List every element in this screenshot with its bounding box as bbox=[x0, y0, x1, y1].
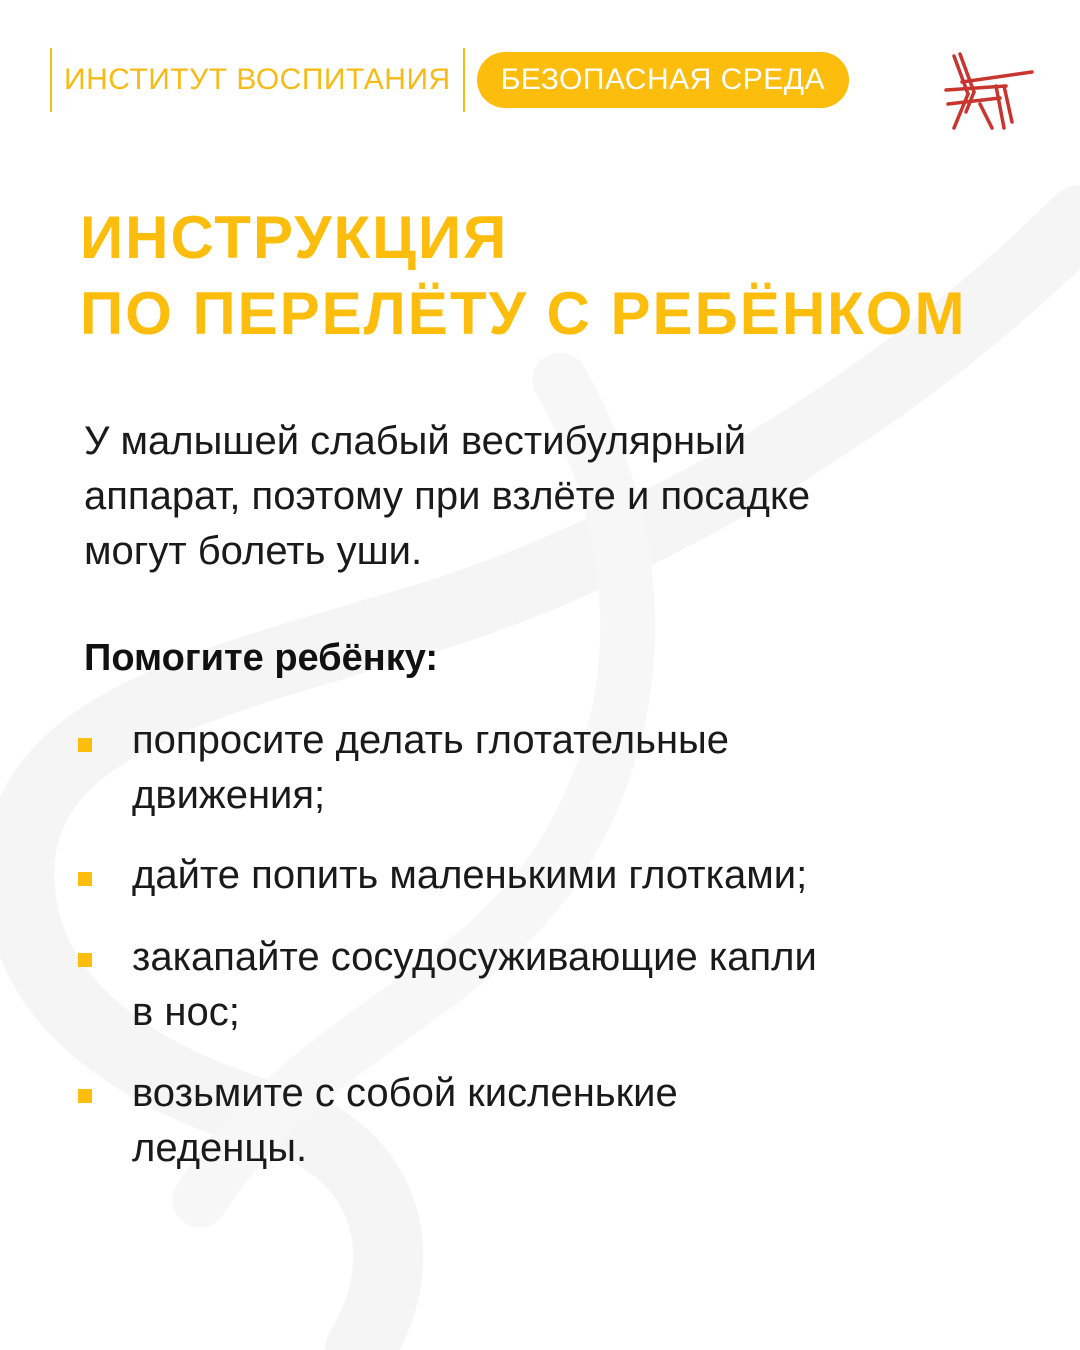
bullet-marker bbox=[78, 953, 92, 967]
list-item bbox=[132, 713, 729, 823]
list-item bbox=[132, 848, 807, 903]
list-item-line: в нос; bbox=[132, 990, 240, 1034]
org-name: ИНСТИТУТ ВОСПИТАНИЯ bbox=[64, 63, 451, 96]
header-divider bbox=[463, 48, 465, 112]
list-item-line: возьмите с собой кисленькие bbox=[132, 1071, 678, 1115]
list-item-line: закапайте сосудосуживающие капли bbox=[132, 935, 817, 979]
intro-paragraph bbox=[84, 414, 1014, 579]
bullet-marker bbox=[78, 738, 92, 752]
header bbox=[50, 48, 849, 112]
bullet-marker bbox=[78, 872, 92, 886]
list-item bbox=[132, 930, 817, 1040]
list-item-line: дайте попить маленькими глотками; bbox=[132, 853, 808, 897]
category-badge: БЕЗОПАСНАЯ СРЕДА bbox=[477, 52, 849, 108]
help-heading: Помогите ребёнку: bbox=[84, 637, 439, 679]
intro-line: могут болеть уши. bbox=[84, 529, 423, 573]
page-title bbox=[80, 200, 966, 352]
list-item-line: движения; bbox=[132, 773, 326, 817]
title-line-1: ИНСТРУКЦИЯ bbox=[80, 204, 509, 271]
intro-line: аппарат, поэтому при взлёте и посадке bbox=[84, 474, 811, 518]
title-line-2: ПО ПЕРЕЛЁТУ С РЕБЁНКОМ bbox=[80, 280, 967, 347]
red-chair-icon bbox=[940, 50, 1036, 132]
intro-line: У малышей слабый вестибулярный bbox=[84, 419, 747, 463]
list-item-line: попросите делать глотательные bbox=[132, 718, 730, 762]
bullet-marker bbox=[78, 1089, 92, 1103]
list-item bbox=[132, 1066, 678, 1176]
list-item-line: леденцы. bbox=[132, 1126, 308, 1170]
